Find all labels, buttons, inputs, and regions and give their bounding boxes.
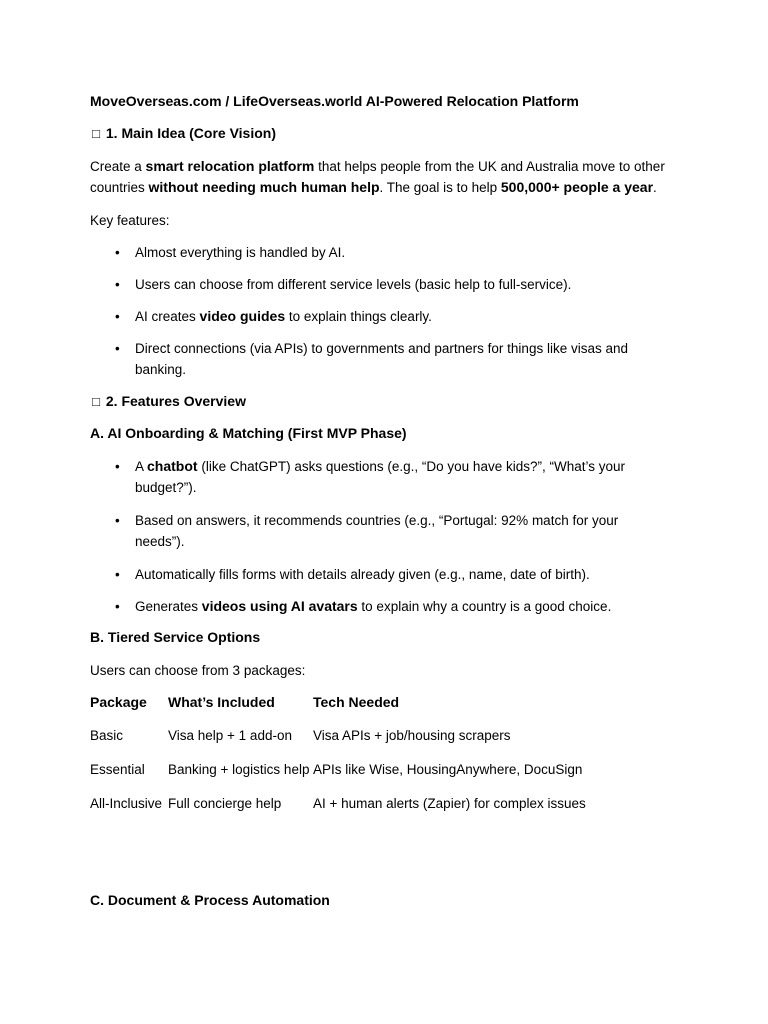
table-header-cell: What’s Included [168,694,275,710]
list-item-text: (like ChatGPT) asks questions (e.g., “Do you have kids?”, “What’s your budget?”). [135,459,625,495]
table-cell: APIs like Wise, HousingAnywhere, DocuSign [313,762,583,777]
list-item: • Users can choose from different service levels (basic help to full-service). [135,274,655,295]
table-cell: Visa help + 1 add-on [168,728,292,743]
section-2-heading-text: 2. Features Overview [105,393,246,409]
table-cell: Banking + logistics help [168,762,310,777]
intro-text-2: that helps people from the UK and Australia move to other countries [90,159,665,195]
list-item: • Automatically fills forms with details already given (e.g., name, date of birth). [135,564,655,585]
list-item: • Almost everything is handled by AI. [135,242,655,263]
key-features-label: Key features: [90,213,170,228]
list-item-bold: video guides [199,308,286,324]
list-item [135,456,655,498]
intro-text-4: . [653,180,657,195]
list-item-text: to explain why a country is a good choice. [357,599,612,614]
list-item-text: to explain things clearly. [285,309,432,324]
intro-paragraph [90,156,680,198]
section-1-heading-text: 1. Main Idea (Core Vision) [105,125,277,141]
subsection-a-heading: A. AI Onboarding & Matching (First MVP Phase) [90,425,407,441]
packages-intro: Users can choose from 3 packages: [90,663,306,678]
table-row [90,762,613,796]
table-cell: AI + human alerts (Zapier) for complex issues [313,796,586,811]
list-item: • Based on answers, it recommends countries (e.g., “Portugal: 92% match for your needs”). [135,510,655,552]
subsection-b-heading: B. Tiered Service Options [90,629,261,645]
list-item [135,596,655,617]
table-cell: Visa APIs + job/housing scrapers [313,728,511,743]
table-cell: Basic [90,728,124,743]
intro-bold-1: smart relocation platform [145,158,315,174]
missing-glyph-icon: □ [92,394,100,409]
list-item-text: Generates [135,599,202,614]
list-item [135,306,655,327]
list-item-bold: chatbot [147,458,198,474]
document-title: MoveOverseas.com / LifeOverseas.world AI-Powered Relocation Platform [90,93,579,109]
list-item-bold: videos using AI avatars [201,598,358,614]
table-cell: Essential [90,762,145,777]
table-header-cell: Package [90,694,147,710]
table-header-cell: Tech Needed [313,694,400,710]
section-2-heading [90,393,246,409]
table-cell: Full concierge help [168,796,282,811]
subsection-c-heading: C. Document & Process Automation [90,892,330,908]
table-header-row [90,694,613,728]
list-item: • Direct connections (via APIs) to governments and partners for things like visas and banking. [135,338,655,380]
missing-glyph-icon: □ [92,126,100,141]
list-item-text: A [135,459,148,474]
table-row [90,796,613,830]
intro-bold-2: without needing much human help [148,179,380,195]
list-item-text: AI creates [135,309,200,324]
intro-text-1: Create a [90,159,146,174]
table-row [90,728,613,762]
intro-bold-3: 500,000+ people a year [500,179,654,195]
table-cell: All-Inclusive [90,796,163,811]
intro-text-3: . The goal is to help [379,180,501,195]
packages-table [90,694,613,830]
section-1-heading [90,125,276,141]
